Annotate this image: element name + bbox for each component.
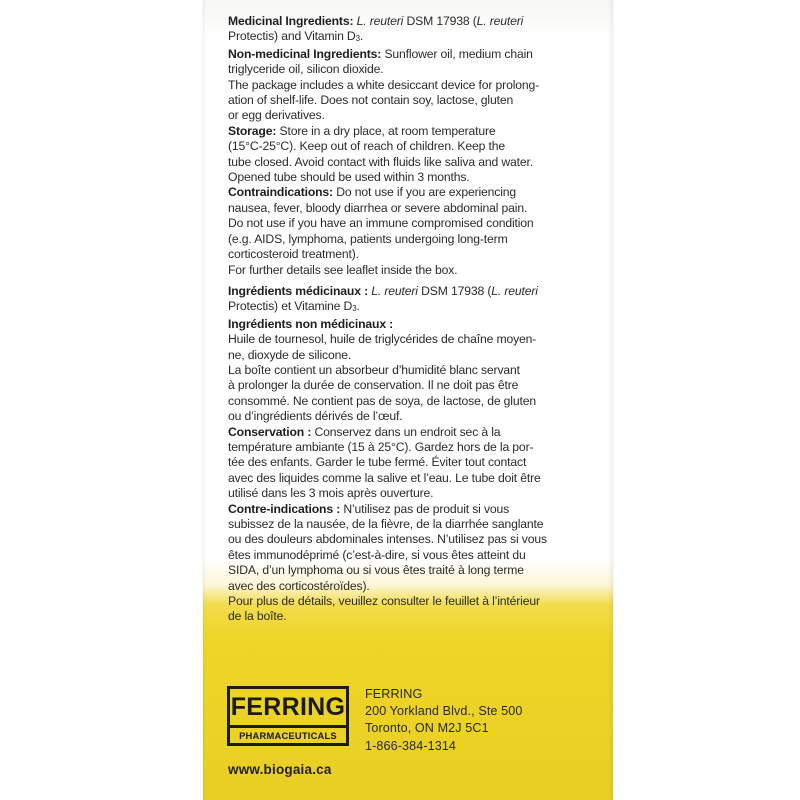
fr-contra-line-5: SIDA, d’un lymphoma ou si vous êtes traité à long terme [228, 563, 524, 578]
en-storage-line-2: (15°C-25°C). Keep out of reach of children. Keep the [228, 139, 506, 154]
en-nonmedicinal-line-2: triglyceride oil, silicon dioxide. [228, 62, 384, 77]
label-text [228, 14, 598, 625]
fr-contra-line-2: subissez de la nausée, de la fièvre, de la diarrhée sanglante [228, 517, 544, 531]
en-contra-line-2: nausea, fever, bloody diarrhea or severe abdominal pain. [228, 200, 528, 215]
address-street: 200 Yorkland Blvd., Ste 500 [365, 704, 523, 719]
fr-contra-line-3: ou des douleurs abdominales intenses. N’utilisez pas si vous [228, 532, 547, 547]
en-further-details: For further details see leaflet inside the box. [228, 262, 458, 277]
fr-storage-line-5: utilisé dans les 3 mois après ouverture. [228, 486, 434, 501]
en-contra-line-5: corticosteroid treatment). [228, 247, 359, 262]
en-contra-line-3: Do not use if you have an immune compromised condition [228, 216, 534, 231]
fr-medicinal-line-2: Protectis) et Vitamine D3. [228, 299, 360, 314]
box-edge-shadow-right [608, 0, 613, 800]
en-contra-line-4: (e.g. AIDS, lymphoma, patients undergoing long-term [228, 231, 508, 246]
fr-storage-line-1: Conservation : Conservez dans un endroit sec à la [228, 424, 501, 439]
address-phone: 1-866-384-1314 [365, 738, 457, 753]
en-contra-line-1: Contraindications: Do not use if you are experiencing [228, 185, 517, 200]
en-storage-line-3: tube closed. Avoid contact with fluids like saliva and water. [228, 154, 533, 169]
ferring-logo-sub: PHARMACEUTICALS [239, 730, 337, 741]
box-edge-shadow-left [203, 0, 206, 800]
fr-nonmedicinal-line-2: ne, dioxyde de silicone. [228, 347, 352, 362]
en-storage-line-1: Storage: Store in a dry place, at room temperature [228, 123, 496, 138]
fr-further-line-1: Pour plus de détails, veuillez consulter le feuillet à l’intérieur [228, 594, 540, 609]
fr-package-line-4: ou d’ingrédients dérivés de l’œuf. [228, 409, 403, 424]
en-nonmedicinal-line-1: Non-medicinal Ingredients: Sunflower oil, medium chain [228, 46, 533, 61]
address-company: FERRING [365, 687, 423, 701]
fr-storage-line-4: avec des liquides comme la salive et l’eau. Le tube doit être [228, 470, 541, 485]
fr-storage-line-2: température ambiante (15 à 25°C). Gardez hors de la por- [228, 439, 534, 454]
ferring-logo-name: FERRING [230, 689, 346, 728]
en-medicinal-line-2: Protectis) and Vitamin D3. [228, 29, 364, 44]
en-medicinal-line-1: Medicinal Ingredients: L. reuteri DSM 17938 (L. reuteri [228, 14, 524, 28]
fr-contra-line-6: avec des corticostéroïdes). [228, 578, 370, 593]
fr-nonmedicinal-line-1: Huile de tournesol, huile de triglycérides de chaîne moyen- [228, 332, 537, 347]
en-storage-line-4: Opened tube should be used within 3 months. [228, 170, 470, 185]
fr-package-line-1: La boîte contient un absorbeur d’humidité blanc servant [228, 362, 520, 377]
fr-further-line-2: de la boîte. [228, 609, 287, 624]
en-package-line-2: ation of shelf-life. Does not contain soy, lactose, gluten [228, 93, 514, 108]
en-package-line-1: The package includes a white desiccant device for prolong- [228, 77, 540, 92]
website-url: www.biogaia.ca [228, 762, 332, 777]
ferring-logo [227, 686, 349, 746]
fr-package-line-3: consommé. Ne contient pas de soya, de lactose, de gluten [228, 393, 536, 408]
fr-medicinal-line-1: Ingrédients médicinaux : L. reuteri DSM 17938 (L. reuteri [228, 283, 538, 298]
fr-storage-line-3: tée des enfants. Garder le tube fermé. Éviter tout contact [228, 455, 527, 470]
en-package-line-3: or egg derivatives. [228, 108, 325, 123]
fr-contra-line-1: Contre-indications : N’utilisez pas de produit si vous [228, 501, 510, 516]
address-city: Toronto, ON M2J 5C1 [365, 721, 489, 736]
fr-nonmedicinal-heading: Ingrédients non médicinaux : [228, 316, 394, 331]
fr-package-line-2: à prolonger la durée de conservation. Il ne doit pas être [228, 378, 519, 393]
manufacturer-address [365, 686, 595, 755]
fr-contra-line-4: êtes immunodéprimé (c’est-à-dire, si vous êtes atteint du [228, 547, 526, 562]
